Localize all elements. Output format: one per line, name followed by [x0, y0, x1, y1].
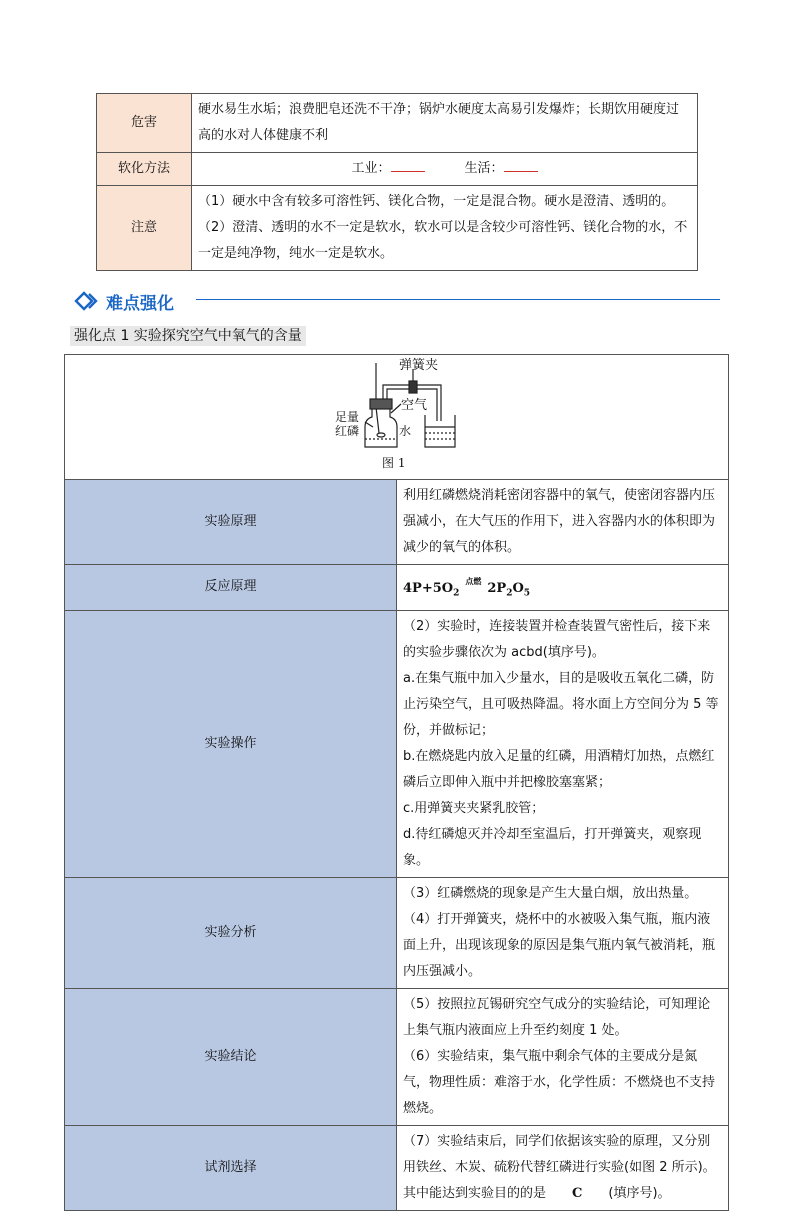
row-label: 试剂选择: [65, 1125, 397, 1210]
subheading: 强化点 1 实验探究空气中氧气的含量: [70, 326, 306, 346]
table-row: [65, 877, 729, 988]
clip-label: 弹簧夹: [399, 358, 439, 373]
hard-water-table: [96, 93, 698, 271]
note-line: （1）硬水中含有较多可溶性钙、镁化合物，一定是混合物。硬水是澄清、透明的。: [198, 194, 675, 209]
reaction-equation: $4P+5O_2^{点燃}$ $2P_2O_5$: [397, 565, 729, 611]
analysis-content: [397, 877, 729, 988]
water-label: 水: [399, 424, 412, 438]
analysis-line: （4）打开弹簧夹，烧杯中的水被吸入集气瓶，瓶内液面上升，出现该现象的原因是集气瓶内氧气被消耗，瓶内压强减小。: [403, 911, 716, 979]
table-row: [65, 1125, 729, 1210]
row-label: 实验操作: [65, 610, 397, 877]
table-row: [97, 94, 698, 153]
operation-line: （2）实验时，连接装置并检查装置气密性后，接下来的实验步骤依次为 acbd(填序号)。: [403, 618, 711, 660]
operation-line: c.用弹簧夹夹紧乳胶管；: [403, 800, 545, 816]
operation-line: b.在燃烧匙内放入足量的红磷，用酒精灯加热，点燃红磷后立即伸入瓶中并把橡胶塞塞紧；: [403, 748, 715, 790]
phosphorus-label-2: 红磷: [335, 424, 360, 438]
section-heading: [74, 286, 720, 316]
conclusion-line: （6）实验结束，集气瓶中剩余气体的主要成分是氮气，物理性质：难溶于水，化学性质：不燃烧也不支持燃烧。: [403, 1048, 716, 1116]
conclusion-line: （5）按照拉瓦锡研究空气成分的实验结论，可知理论上集气瓶内液面应上升至约刻度 1 处。: [403, 996, 711, 1038]
operation-content: [397, 610, 729, 877]
figure-cell: [65, 355, 729, 480]
note-line: （2）澄清、透明的水不一定是软水，软水可以是含较少可溶性钙、镁化合物的水，不一定是纯净物，纯水一定是软水。: [198, 220, 688, 261]
section-divider: [196, 299, 720, 300]
table-row: [65, 480, 729, 565]
industry-label: 工业：: [351, 161, 391, 176]
row-label: 注意: [97, 186, 192, 271]
industry-blank: [391, 157, 425, 172]
figure-row: [65, 355, 729, 480]
phosphorus-label-1: 足量: [335, 410, 360, 424]
reaction-condition: 点燃: [465, 576, 482, 586]
row-label: 实验结论: [65, 988, 397, 1125]
section-title: 难点强化: [106, 294, 174, 314]
row-label: 软化方法: [97, 153, 192, 186]
operation-line: d.待红磷熄灭并冷却至室温后，打开弹簧夹，观察现象。: [403, 826, 702, 868]
softening-content: [192, 153, 698, 186]
table-row: [97, 186, 698, 271]
life-label: 生活：: [464, 161, 504, 176]
operation-line: a.在集气瓶中加入少量水，目的是吸收五氧化二磷，防止污染空气，且可吸热降温。将水面上方空间分为 5 等份，并做标记；: [403, 670, 719, 738]
table-row: [97, 153, 698, 186]
reagent-content: （7）实验结束后，同学们依据该实验的原理，又分别用铁丝、木炭、硫粉代替红磷进行实验(如图 2 所示)。其中能达到实验目的的是 C (填序号)。: [397, 1125, 729, 1210]
experiment-table: [64, 354, 729, 1211]
harm-content: 硬水易生水垢；浪费肥皂还洗不干净；锅炉水硬度太高易引发爆炸；长期饮用硬度过高的水对人体健康不利: [192, 94, 698, 153]
table-row: [65, 988, 729, 1125]
principle-content: 利用红磷燃烧消耗密闭容器中的氧气，使密闭容器内压强减小，在大气压的作用下，进入容器内水的体积即为减少的氧气的体积。: [397, 480, 729, 565]
conclusion-content: [397, 988, 729, 1125]
analysis-line: （3）红磷燃烧的现象是产生大量白烟，放出热量。: [403, 885, 698, 901]
apparatus-figure: [65, 355, 728, 479]
diamond-chevron-icon: [74, 290, 102, 312]
row-label: 反应原理: [65, 565, 397, 611]
table-row: [65, 610, 729, 877]
air-label: 空气: [401, 398, 428, 413]
figure-caption: 图 1: [382, 456, 406, 470]
row-label: 危害: [97, 94, 192, 153]
reagent-answer: C: [572, 1185, 583, 1201]
life-blank: [504, 157, 538, 172]
row-label: 实验分析: [65, 877, 397, 988]
note-content: [192, 186, 698, 271]
table-row: [65, 565, 729, 611]
row-label: 实验原理: [65, 480, 397, 565]
